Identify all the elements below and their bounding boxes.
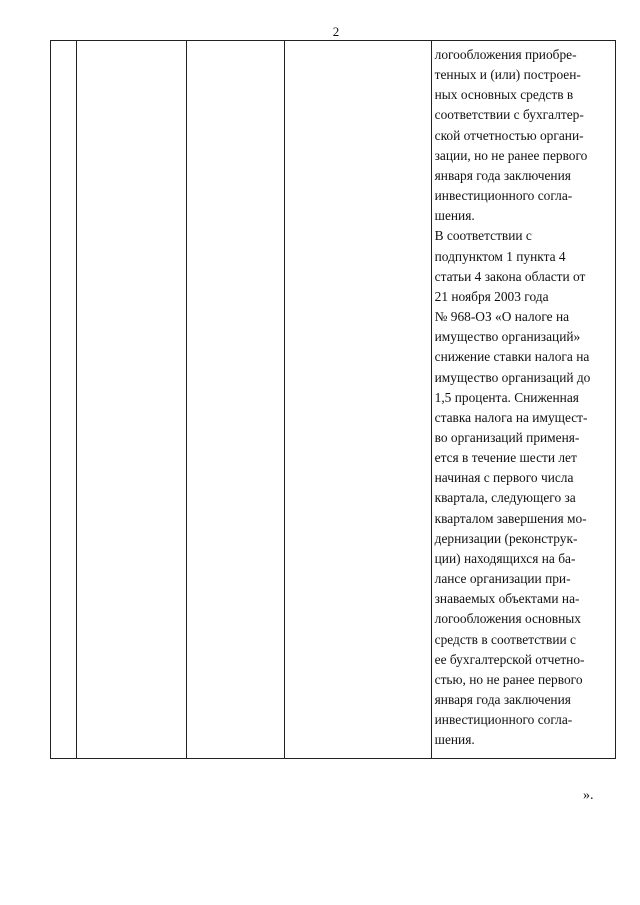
closing-quote: ». [583, 788, 594, 803]
paragraph-1: логообложения приобре- тенных и (или) построен- ных основных средств в соответствии с бухгалтер- ской отчетностью органи- зации, но не ранее первого января года заключения инвестиционного согла- шения. [434, 47, 588, 224]
table-cell-4 [285, 41, 431, 759]
paragraph-2: В соответствии с подпунктом 1 пункта 4 статьи 4 закона области от 21 ноября 2003 года № 968-ОЗ «О налоге на имущество организаций» снижение ставки налога на имущество организаций до 1,5 процента. Сниженная ставка налога на имущест- во организаций применя- ется в течение шести лет начиная с первого числа квартала, следующего за кварталом завершения мо- дернизации (реконструк- ции) находящихся на ба- лансе организации при- знаваемых объектами на- логообложения основных средств в соответствии с ее бухгалтерской отчетно- стью, но не ранее первого января года заключения инвестиционного согла- шения. [434, 228, 591, 748]
table-cell-number [51, 41, 77, 759]
table-cell-3 [187, 41, 285, 759]
cell-text [432, 41, 615, 750]
table-cell-2 [77, 41, 187, 759]
document-table [50, 40, 616, 759]
page-number: 2 [332, 24, 340, 39]
table-cell-description [431, 41, 615, 759]
table-row [51, 41, 616, 759]
